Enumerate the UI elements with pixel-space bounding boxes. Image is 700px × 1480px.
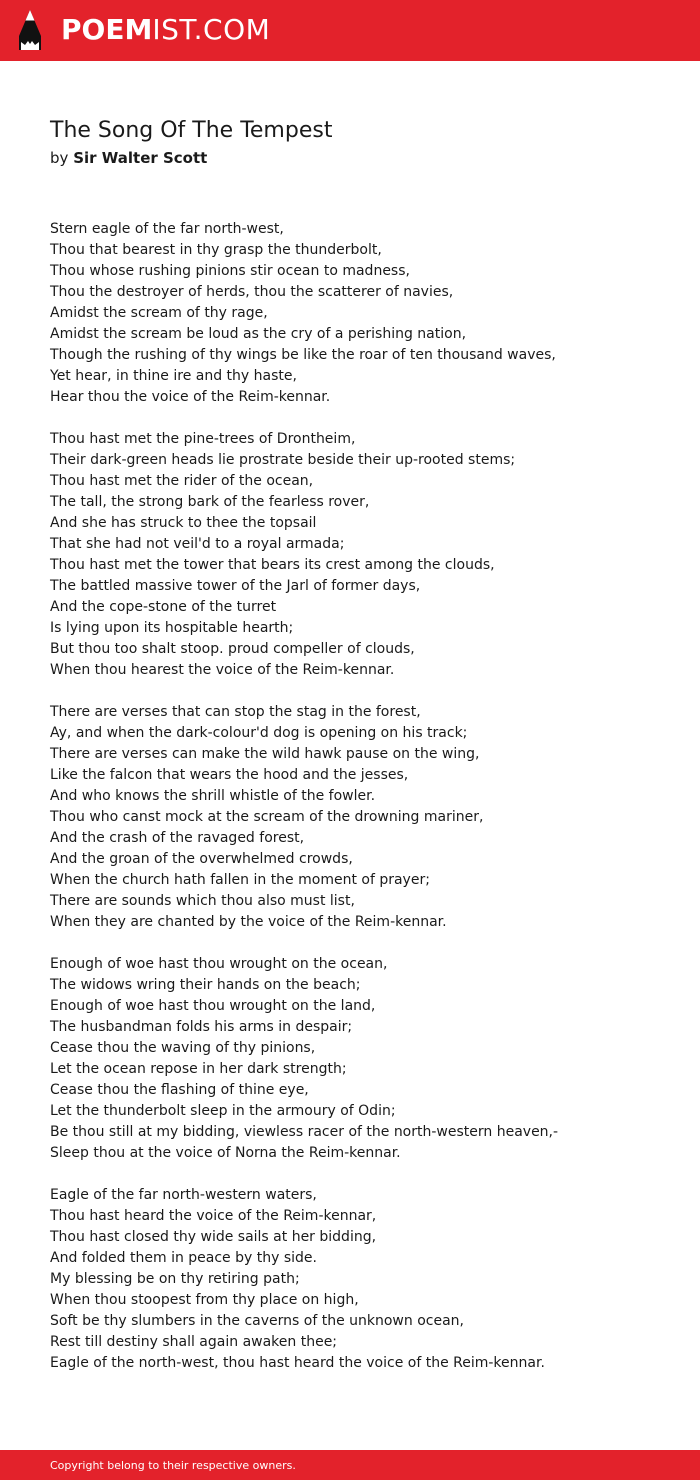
poem-title: The Song Of The Tempest	[50, 118, 333, 143]
poem-line: The tall, the strong bark of the fearless rover,	[50, 494, 370, 510]
poem-line: Thou hast met the pine-trees of Drontheim,	[50, 431, 356, 447]
poem-line: When they are chanted by the voice of the Reim-kennar.	[50, 914, 447, 930]
poem-line: There are sounds which thou also must list,	[50, 893, 355, 909]
poem-line: Though the rushing of thy wings be like the roar of ten thousand waves,	[50, 347, 556, 363]
poem-line: Let the ocean repose in her dark strength;	[50, 1061, 347, 1077]
poem-line: There are verses that can stop the stag in the forest,	[50, 704, 421, 720]
site-header	[0, 0, 700, 61]
site-logo[interactable]	[61, 10, 270, 50]
poem-line: And the cope-stone of the turret	[50, 599, 277, 615]
poem-line: Thou who canst mock at the scream of the drowning mariner,	[50, 809, 484, 825]
poem-line: Rest till destiny shall again awaken thee;	[50, 1334, 338, 1350]
poem-line: Enough of woe hast thou wrought on the land,	[50, 998, 376, 1014]
poem-body	[50, 219, 680, 1395]
poem-line: Cease thou the waving of thy pinions,	[50, 1040, 316, 1056]
poem-line: When thou hearest the voice of the Reim-kennar.	[50, 662, 395, 678]
poem-line: Eagle of the far north-western waters,	[50, 1187, 317, 1203]
poem-line: That she had not veil'd to a royal armada;	[50, 536, 345, 552]
stanza	[50, 954, 680, 1164]
poem-line: Their dark-green heads lie prostrate beside their up-rooted stems;	[50, 452, 516, 468]
poem-line: Like the falcon that wears the hood and the jesses,	[50, 767, 409, 783]
poem-line: Be thou still at my bidding, viewless racer of the north-western heaven,-	[50, 1124, 559, 1140]
poem-line: Amidst the scream be loud as the cry of a perishing nation,	[50, 326, 467, 342]
poem-line: Soft be thy slumbers in the caverns of the unknown ocean,	[50, 1313, 464, 1329]
poem-line: Yet hear, in thine ire and thy haste,	[50, 368, 297, 384]
poem-line: The husbandman folds his arms in despair;	[50, 1019, 353, 1035]
poem-line: My blessing be on thy retiring path;	[50, 1271, 300, 1287]
poem-line: And she has struck to thee the topsail	[50, 515, 317, 531]
pencil-icon	[17, 9, 43, 51]
poem-line: Eagle of the north-west, thou hast heard the voice of the Reim-kennar.	[50, 1355, 545, 1371]
site-footer	[0, 1450, 700, 1480]
poem-line: Enough of woe hast thou wrought on the ocean,	[50, 956, 388, 972]
poem-line: Thou hast met the tower that bears its crest among the clouds,	[50, 557, 495, 573]
stanza	[50, 702, 680, 933]
poem-line: Ay, and when the dark-colour'd dog is opening on his track;	[50, 725, 468, 741]
poem-line: Amidst the scream of thy rage,	[50, 305, 268, 321]
poem-line: Thou whose rushing pinions stir ocean to madness,	[50, 263, 410, 279]
poem-line: Thou the destroyer of herds, thou the scatterer of navies,	[50, 284, 454, 300]
poem-line: And folded them in peace by thy side.	[50, 1250, 317, 1266]
by-prefix: by	[50, 149, 69, 167]
poem-line: But thou too shalt stoop. proud compeller of clouds,	[50, 641, 415, 657]
poem-line: The widows wring their hands on the beach;	[50, 977, 361, 993]
author-name[interactable]: Sir Walter Scott	[73, 149, 208, 167]
poem-line: Is lying upon its hospitable hearth;	[50, 620, 294, 636]
stanza	[50, 429, 680, 681]
poem-line: And who knows the shrill whistle of the fowler.	[50, 788, 376, 804]
stanza	[50, 1185, 680, 1374]
poem-line: Thou hast closed thy wide sails at her bidding,	[50, 1229, 377, 1245]
poem-line: And the groan of the overwhelmed crowds,	[50, 851, 353, 867]
poem-line: Let the thunderbolt sleep in the armoury of Odin;	[50, 1103, 396, 1119]
poem-heading	[50, 116, 332, 168]
poem-line: Sleep thou at the voice of Norna the Reim-kennar.	[50, 1145, 401, 1161]
poem-line: Thou hast met the rider of the ocean,	[50, 473, 314, 489]
logo-light-text: IST.COM	[152, 13, 271, 46]
poem-line: When the church hath fallen in the moment of prayer;	[50, 872, 430, 888]
poem-line: The battled massive tower of the Jarl of former days,	[50, 578, 421, 594]
poem-line: Stern eagle of the far north-west,	[50, 221, 284, 237]
poem-line: Cease thou the flashing of thine eye,	[50, 1082, 309, 1098]
copyright-text: Copyright belong to their respective owners.	[50, 1459, 296, 1472]
poem-line: When thou stoopest from thy place on high,	[50, 1292, 359, 1308]
poem-line: Thou hast heard the voice of the Reim-kennar,	[50, 1208, 377, 1224]
poem-line: And the crash of the ravaged forest,	[50, 830, 305, 846]
poem-line: There are verses can make the wild hawk pause on the wing,	[50, 746, 480, 762]
stanza	[50, 219, 680, 408]
logo-bold-text: POEM	[61, 13, 153, 46]
poem-line: Thou that bearest in thy grasp the thunderbolt,	[50, 242, 382, 258]
poem-line: Hear thou the voice of the Reim-kennar.	[50, 389, 331, 405]
byline	[50, 148, 332, 168]
